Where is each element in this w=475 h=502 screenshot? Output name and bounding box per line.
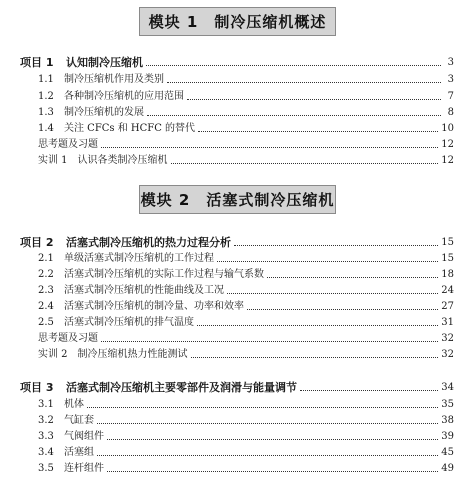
toc-entry-number: 3.3 — [38, 431, 54, 442]
toc-entry-page: 15 — [441, 253, 454, 264]
toc-entry-number: 3.2 — [38, 415, 54, 426]
toc-entry-title: 制冷压缩机作用及类别 — [64, 74, 164, 85]
dot-leader — [97, 454, 438, 456]
toc-entry-number: 3.5 — [38, 463, 54, 474]
toc-entry[interactable] — [0, 103, 475, 119]
toc-entry-page: 39 — [441, 431, 454, 442]
toc-entry-page: 12 — [441, 155, 454, 166]
dot-leader — [171, 162, 439, 164]
toc-entry-number: 2.5 — [38, 317, 54, 328]
toc-entry[interactable] — [0, 233, 475, 249]
toc-entry-number: 2.2 — [38, 269, 54, 280]
toc-entry-number: 项目 3 — [20, 381, 54, 394]
toc-entry-number: 2.3 — [38, 285, 54, 296]
toc-entry[interactable] — [0, 249, 475, 265]
toc-entry[interactable] — [0, 119, 475, 135]
toc-entry[interactable] — [0, 427, 475, 443]
toc-entry-number: 2.4 — [38, 301, 54, 312]
module-2-title: 模块 2 活塞式制冷压缩机 — [140, 191, 335, 209]
dot-leader — [247, 308, 438, 310]
toc-entry[interactable] — [0, 151, 475, 167]
toc-entry-page: 12 — [441, 139, 454, 150]
toc-entry[interactable] — [0, 329, 475, 345]
toc-entry-title: 实训 1 认识各类制冷压缩机 — [38, 155, 168, 166]
toc-entry-title: 活塞式制冷压缩机的热力过程分析 — [66, 236, 231, 249]
module-1-banner — [139, 7, 336, 36]
toc-entry-title: 气阀组件 — [64, 431, 104, 442]
toc-entry-page: 32 — [441, 349, 454, 360]
toc-entry-number: 2.1 — [38, 253, 54, 264]
toc-entry-page: 3 — [447, 57, 454, 68]
toc-entry-title: 活塞式制冷压缩机的性能曲线及工况 — [64, 285, 224, 296]
toc-entry-page: 8 — [447, 107, 454, 118]
toc-entry-title: 单级活塞式制冷压缩机的工作过程 — [64, 253, 214, 264]
toc-entry-number: 3.4 — [38, 447, 54, 458]
dot-leader — [107, 438, 438, 440]
dot-leader — [187, 98, 441, 100]
toc-entry-number: 1.1 — [38, 74, 54, 85]
toc-entry-number: 1.3 — [38, 107, 54, 118]
toc-entry-title: 实训 2 制冷压缩机热力性能测试 — [38, 349, 188, 360]
toc-entry-page: 10 — [441, 123, 454, 134]
toc-entry-title: 活塞式制冷压缩机的实际工作过程与输气系数 — [64, 269, 264, 280]
dot-leader — [198, 130, 438, 132]
toc-entry[interactable] — [0, 459, 475, 475]
toc-entry-title: 认知制冷压缩机 — [66, 56, 143, 69]
toc-entry-title: 活塞式制冷压缩机主要零部件及润滑与能量调节 — [66, 381, 297, 394]
toc-entry-title: 制冷压缩机的发展 — [64, 107, 144, 118]
toc-entry[interactable] — [0, 313, 475, 329]
toc-entry-title: 关注 CFCs 和 HCFC 的替代 — [64, 123, 196, 134]
toc-entry-page: 15 — [441, 237, 454, 248]
dot-leader — [300, 389, 438, 391]
toc-entry-page: 18 — [441, 269, 454, 280]
dot-leader — [107, 470, 438, 472]
toc-entry-title: 思考题及习题 — [38, 333, 98, 344]
toc-entry-title: 连杆组件 — [64, 463, 104, 474]
dot-leader — [227, 292, 438, 294]
toc-entry[interactable] — [0, 70, 475, 86]
dot-leader — [267, 276, 438, 278]
dot-leader — [234, 244, 438, 246]
toc-entry-page: 34 — [441, 382, 454, 393]
toc-entry-number: 3.1 — [38, 399, 54, 410]
dot-leader — [87, 406, 438, 408]
toc-entry[interactable] — [0, 53, 475, 69]
toc-entry-title: 活塞式制冷压缩机的排气温度 — [64, 317, 194, 328]
dot-leader — [191, 356, 439, 358]
toc-entry[interactable] — [0, 443, 475, 459]
dot-leader — [101, 340, 438, 342]
toc-entry-number: 项目 2 — [20, 236, 54, 249]
toc-entry[interactable] — [0, 135, 475, 151]
toc-entry-page: 7 — [447, 91, 454, 102]
toc-entry-page: 24 — [441, 285, 454, 296]
toc-entry-number: 1.2 — [38, 91, 54, 102]
module-1-title: 模块 1 制冷压缩机概述 — [148, 13, 327, 31]
toc-entry[interactable] — [0, 395, 475, 411]
toc-entry-page: 49 — [441, 463, 454, 474]
toc-entry[interactable] — [0, 297, 475, 313]
toc-entry-page: 45 — [441, 447, 454, 458]
dot-leader — [97, 422, 438, 424]
toc-entry[interactable] — [0, 281, 475, 297]
toc-entry-title: 各种制冷压缩机的应用范围 — [64, 91, 184, 102]
toc-entry-page: 3 — [447, 74, 454, 85]
toc-entry-page: 27 — [441, 301, 454, 312]
dot-leader — [146, 64, 441, 66]
toc-entry-title: 思考题及习题 — [38, 139, 98, 150]
toc-entry-title: 活塞式制冷压缩机的制冷量、功率和效率 — [64, 301, 244, 312]
dot-leader — [197, 324, 438, 326]
module-2-banner — [139, 185, 336, 214]
toc-entry-title: 机体 — [64, 399, 84, 410]
toc-entry[interactable] — [0, 345, 475, 361]
toc-entry-page: 32 — [441, 333, 454, 344]
dot-leader — [217, 260, 438, 262]
toc-entry[interactable] — [0, 411, 475, 427]
dot-leader — [147, 114, 441, 116]
toc-entry[interactable] — [0, 265, 475, 281]
toc-entry[interactable] — [0, 87, 475, 103]
toc-entry-title: 气缸套 — [64, 415, 94, 426]
toc-entry-title: 活塞组 — [64, 447, 94, 458]
dot-leader — [167, 81, 441, 83]
dot-leader — [101, 146, 438, 148]
toc-entry-number: 1.4 — [38, 123, 54, 134]
toc-entry-page: 35 — [441, 399, 454, 410]
toc-entry-number: 项目 1 — [20, 56, 54, 69]
toc-entry-page: 31 — [441, 317, 454, 328]
toc-entry-page: 38 — [441, 415, 454, 426]
toc-entry[interactable] — [0, 378, 475, 394]
